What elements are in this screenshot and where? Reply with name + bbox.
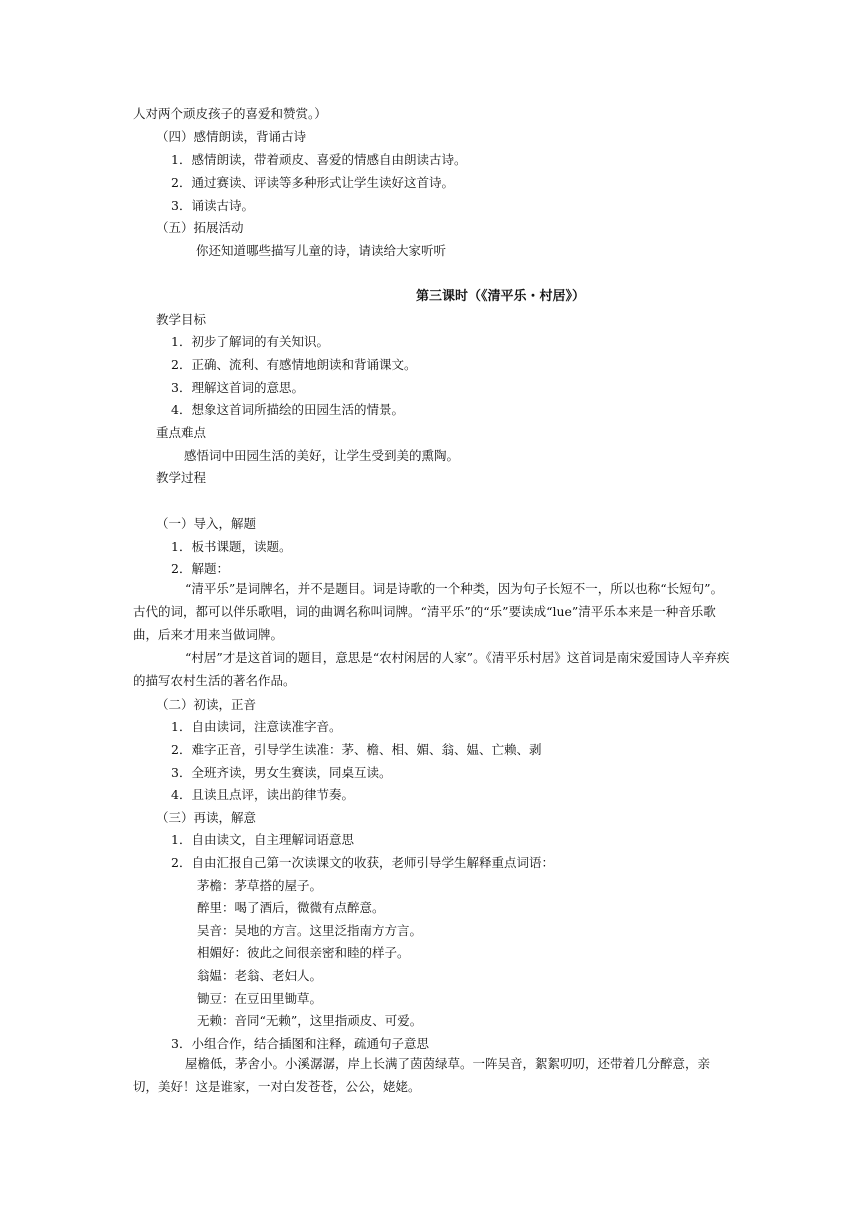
- list-item: 1．自由读文，自主理解词语意思: [171, 832, 354, 847]
- text-line: 感悟词中田园生活的美好，让学生受到美的熏陶。: [184, 448, 460, 463]
- section-heading: 重点难点: [156, 425, 207, 440]
- list-item: 1．自由读词，注意读准字音。: [171, 719, 342, 734]
- list-item: 2．通过赛读、评读等多种形式让学生读好这首诗。: [171, 175, 454, 190]
- glossary-item: 醉里：喝了酒后，微微有点醉意。: [197, 900, 385, 915]
- section-heading: 教学目标: [156, 312, 207, 327]
- list-item: 2．自由汇报自己第一次读课文的收获，老师引导学生解释重点词语：: [171, 855, 554, 870]
- list-item: 4．想象这首词所描绘的田园生活的情景。: [171, 402, 404, 417]
- list-item: 2．难字正音，引导学生读准：茅、檐、相、媚、翁、媪、亡赖、剥: [171, 742, 542, 757]
- paragraph: “村居”才是这首词的题目，意思是“农村闲居的人家”。《清平乐村居》这首词是南宋爱国诗人辛弃疾的描写农村生活的著名作品。: [133, 650, 730, 688]
- section-heading: （五）拓展活动: [156, 220, 244, 235]
- glossary-item: 无赖：音同“无赖”，这里指顽皮、可爱。: [197, 1013, 423, 1028]
- list-item: 3．诵读古诗。: [171, 198, 254, 213]
- glossary-item: 相媚好：彼此之间很亲密和睦的样子。: [197, 945, 410, 960]
- list-item: 2．解题：: [171, 561, 229, 576]
- section-heading: （一）导入，解题: [156, 516, 257, 531]
- glossary-item: 翁媪：老翁、老妇人。: [197, 968, 323, 983]
- list-item: 1．初步了解词的有关知识。: [171, 334, 329, 349]
- text-line: 人对两个顽皮孩子的喜爱和赞赏。）: [133, 106, 327, 121]
- glossary-item: 吴音：吴地的方言。这里泛指南方方言。: [197, 923, 423, 938]
- paragraph: 屋檐低，茅舍小。小溪潺潺，岸上长满了茵茵绿草。一阵吴音，絮絮叨叨，还带着几分醉意，亲切，美好！这是谁家，一对白发苍苍，公公，姥姥。: [133, 1056, 711, 1094]
- paragraph: “清平乐”是词牌名，并不是题目。词是诗歌的一个种类，因为句子长短不一，所以也称“长短句”。古代的词，都可以伴乐歌唱，词的曲调名称叫词牌。“清平乐”的“乐”要读成“lue”清平乐本来是一种音乐歌曲，后来才用来当做词牌。: [133, 581, 724, 642]
- section-heading: （四）感情朗读，背诵古诗: [156, 129, 307, 144]
- list-item: 2．正确、流利、有感情地朗读和背诵课文。: [171, 357, 417, 372]
- list-item: 3．全班齐读，男女生赛读，同桌互读。: [171, 765, 392, 780]
- list-item: 3．小组合作，结合插图和注释，疏通句子意思: [171, 1036, 429, 1051]
- list-item: 3．理解这首词的意思。: [171, 380, 304, 395]
- section-heading: 教学过程: [156, 470, 207, 485]
- list-item: 1．感情朗读，带着顽皮、喜爱的情感自由朗读古诗。: [171, 152, 467, 167]
- text-line: 你还知道哪些描写儿童的诗，请读给大家听听: [196, 243, 447, 258]
- glossary-item: 茅檐：茅草搭的屋子。: [197, 878, 323, 893]
- section-heading: （三）再读，解意: [156, 810, 257, 825]
- lesson-title: 第三课时（《清平乐・村居》）: [416, 289, 586, 304]
- glossary-item: 锄豆：在豆田里锄草。: [197, 991, 323, 1006]
- list-item: 1．板书课题，读题。: [171, 539, 292, 554]
- section-heading: （二）初读，正音: [156, 697, 257, 712]
- list-item: 4．且读且点评，读出韵律节奏。: [171, 787, 354, 802]
